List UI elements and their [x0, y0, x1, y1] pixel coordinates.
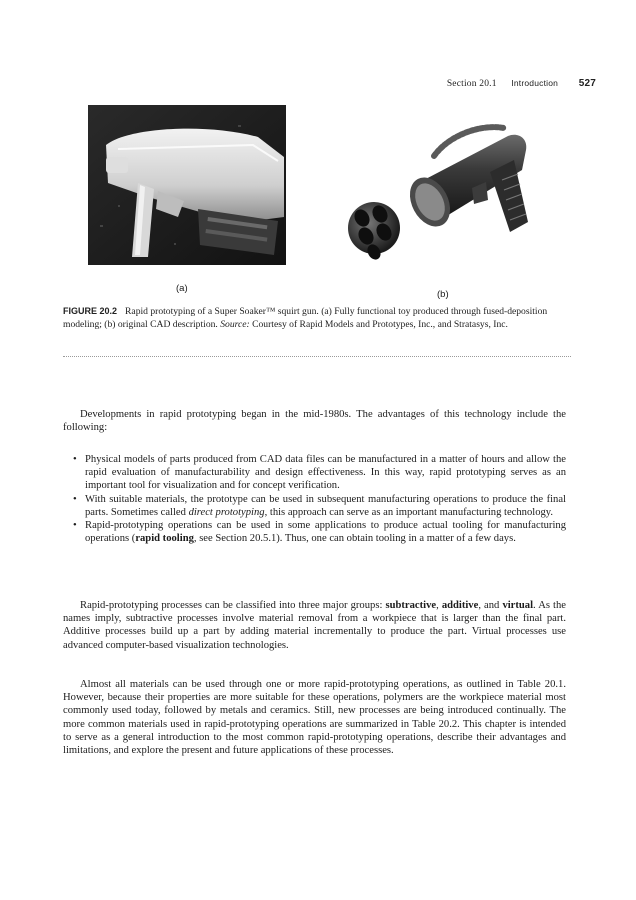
squirt-gun-photo: [88, 105, 286, 265]
term-virtual: virtual: [502, 600, 534, 611]
cad-squirt-gun: [322, 110, 572, 278]
caption-text: Rapid prototyping of a Super Soaker™ squirt gun. (a) Fully functional toy produced through fused-deposition modeling; (b) original CAD description.: [63, 306, 548, 330]
panel-a-label: (a): [176, 283, 188, 294]
bullet-icon: •: [73, 493, 77, 505]
materials-paragraph: Almost all materials can be used through one or more rapid-prototyping operations, as outlined in Table 20.1. However, because their properties are more suitable for these operations, polymers are the workpiece material most commonly used today, followed by metals and ceramics. Still, new processes are being introduced continually. The more common materials used in rapid-prototyping operations are summarized in Table 20.2. This chapter is intended to serve as a general introduction to the most common rapid-prototyping operations, describe their advantages and limitations, and explore the present and future applications of these processes.: [63, 679, 566, 757]
list-item-text: Physical models of parts produced from CAD data files can be manufactured in a matter of hours and allow the rapid evaluation of manufacturability and design effectiveness. In this way, rapid prototyping serves as an important tool for visualization and for concept verification.: [85, 454, 566, 492]
caption-source-label: Source:: [220, 318, 250, 330]
list-item-text-cont: , see Section 20.5.1). Thus, one can obtain tooling in a matter of a few days.: [193, 533, 516, 545]
classification-paragraph: [63, 599, 566, 652]
paragraph-text-cont: . As the names imply, subtractive processes involve material removal from a workpiece that is larger than the final part. Additive processes build up a part by adding material incrementally to produce the part. Virtual processes use advanced computer-based visualization technologies.: [63, 600, 566, 651]
caption-source-text: Courtesy of Rapid Models and Prototypes, Inc., and Stratasys, Inc.: [252, 318, 508, 330]
term-additive: additive: [441, 600, 479, 611]
separator: , and: [478, 600, 503, 611]
advantages-list: [63, 453, 566, 545]
list-item-text-cont: , this approach can serve as an important manufacturing technology.: [264, 506, 554, 518]
figure-photo-a: [88, 105, 286, 265]
bullet-icon: •: [73, 520, 77, 532]
paragraph-text: Rapid-prototyping processes can be classified into three major groups:: [80, 600, 386, 611]
running-header: [447, 78, 596, 89]
header-chapter: Introduction: [511, 78, 559, 88]
list-item: [63, 519, 566, 545]
figure-label: FIGURE 20.2: [63, 306, 118, 316]
bold-term: rapid tooling: [135, 533, 194, 545]
panel-b-label: (b): [437, 289, 449, 300]
page-number: 527: [578, 78, 596, 89]
intro-paragraph: Developments in rapid prototyping began in the mid-1980s. The advantages of this technology include the following:: [63, 409, 566, 434]
list-item: [63, 493, 566, 519]
caption-divider: [63, 356, 571, 357]
separator: ,: [436, 600, 442, 611]
bullet-icon: •: [73, 454, 77, 465]
figure-cad-render-b: [322, 110, 572, 278]
header-section: Section 20.1: [446, 79, 497, 89]
list-item-text: Rapid-prototyping operations can be used in some applications to produce actual tooling for manufacturing operations (: [85, 520, 566, 545]
list-item: [63, 453, 566, 493]
figure-caption: [63, 305, 567, 332]
emphasis-term: direct prototyping: [188, 506, 265, 518]
list-item-text: With suitable materials, the prototype can be used in subsequent manufacturing operations to produce the final parts. Sometimes called: [85, 493, 566, 518]
term-subtractive: subtractive: [385, 600, 437, 611]
